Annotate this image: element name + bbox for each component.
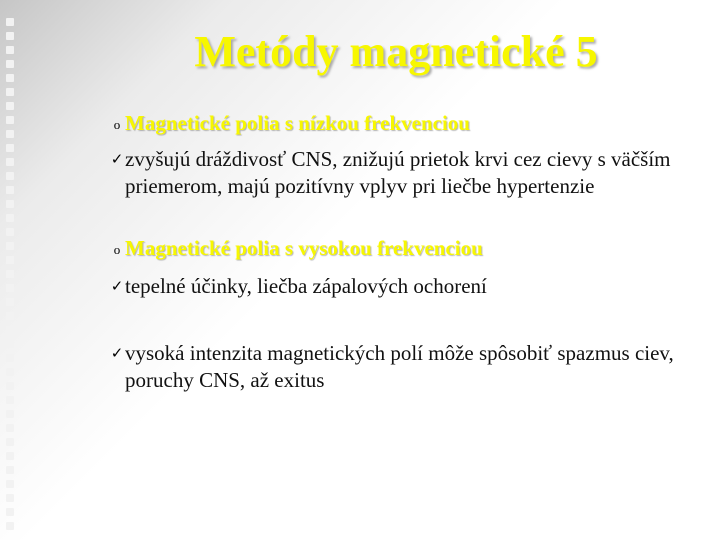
- slide-title: Metódy magnetické 5: [194, 27, 598, 76]
- decorative-square: [6, 382, 14, 390]
- circle-bullet-icon: o: [113, 117, 121, 132]
- bullet-heading-high-frequency: Magnetické polia s vysokou frekvenciou: [125, 236, 483, 260]
- decorative-square: [6, 158, 14, 166]
- decorative-square: [6, 200, 14, 208]
- decorative-square: [6, 452, 14, 460]
- checkmark-bullet-icon: ✓: [110, 344, 124, 362]
- decorative-square: [6, 242, 14, 250]
- decorative-square: [6, 312, 14, 320]
- bullet-heading-low-frequency: Magnetické polia s nízkou frekvenciou: [125, 111, 470, 135]
- decorative-square: [6, 410, 14, 418]
- checkmark-bullet-icon: ✓: [110, 150, 124, 168]
- decorative-square: [6, 284, 14, 292]
- circle-bullet-icon: o: [113, 242, 121, 257]
- decorative-square: [6, 298, 14, 306]
- decorative-square: [6, 130, 14, 138]
- decorative-square: [6, 116, 14, 124]
- decorative-square: [6, 214, 14, 222]
- decorative-square: [6, 270, 14, 278]
- decorative-square: [6, 508, 14, 516]
- decorative-square: [6, 424, 14, 432]
- checkmark-bullet-icon: ✓: [110, 277, 124, 295]
- decorative-square: [6, 256, 14, 264]
- decorative-square: [6, 466, 14, 474]
- bullet-text-thermal-effects: tepelné účinky, liečba zápalových ochorení: [125, 274, 487, 298]
- decorative-square: [6, 494, 14, 502]
- decorative-square: [6, 354, 14, 362]
- decorative-square: [6, 88, 14, 96]
- decorative-square: [6, 186, 14, 194]
- decorative-square: [6, 522, 14, 530]
- decorative-square: [6, 396, 14, 404]
- decorative-square: [6, 340, 14, 348]
- decorative-square: [6, 172, 14, 180]
- decorative-square: [6, 18, 14, 26]
- decorative-square: [6, 102, 14, 110]
- bullet-text-high-intensity-risks: vysoká intenzita magnetických polí môže spôsobiť spazmus ciev, poruchy CNS, až exitus: [125, 341, 674, 392]
- decorative-square: [6, 144, 14, 152]
- decorative-square: [6, 480, 14, 488]
- decorative-square: [6, 438, 14, 446]
- decorative-square: [6, 228, 14, 236]
- decorative-square: [6, 326, 14, 334]
- decorative-square: [6, 368, 14, 376]
- bullet-text-low-frequency-effects: zvyšujú dráždivosť CNS, znižujú prietok krvi cez cievy s väčším priemerom, majú pozitívny vplyv pri liečbe hypertenzie: [125, 147, 671, 198]
- decorative-square-strip: [0, 0, 20, 540]
